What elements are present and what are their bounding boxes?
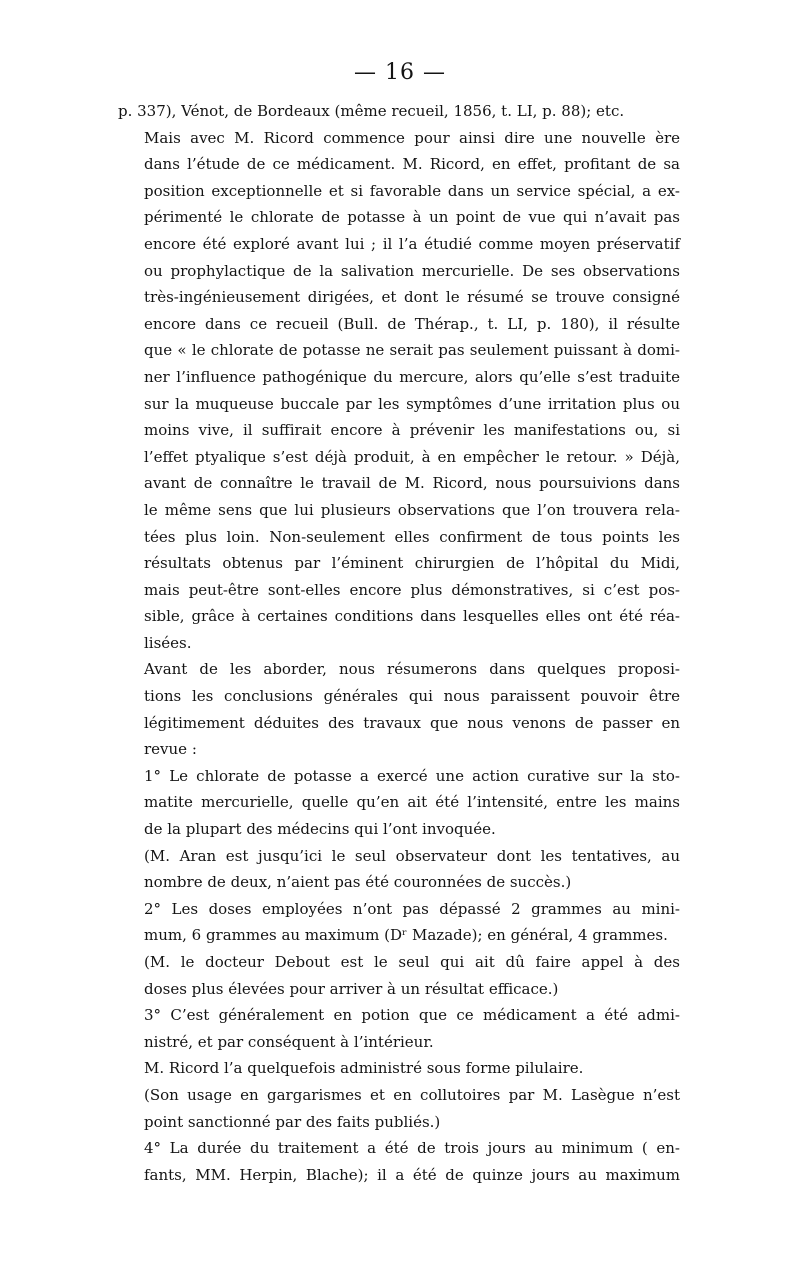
text-line: très-ingénieusement dirigées, et dont le résumé se trouve consigné bbox=[144, 288, 680, 307]
text-line: (Son usage en gargarismes et en collutoires par M. Lasègue n’est bbox=[144, 1085, 680, 1104]
text-line: revue : bbox=[144, 740, 197, 759]
paragraph bbox=[118, 125, 680, 657]
paragraph bbox=[118, 1082, 680, 1135]
text-line: 1° Le chlorate de potasse a exercé une action curative sur la sto- bbox=[144, 766, 680, 785]
text-line: lisées. bbox=[144, 633, 192, 652]
text-line: Avant de les aborder, nous résumerons dans quelques proposi- bbox=[144, 660, 680, 679]
text-line: de la plupart des médecins qui l’ont invoquée. bbox=[144, 820, 496, 839]
text-line: 4° La durée du traitement a été de trois jours au minimum ( en- bbox=[144, 1139, 680, 1158]
text-line: encore été exploré avant lui ; il l’a étudié comme moyen préservatif bbox=[144, 234, 680, 253]
text-line: avant de connaître le travail de M. Ricord, nous poursuivions dans bbox=[144, 474, 680, 493]
paragraph bbox=[118, 763, 680, 843]
text-line: moins vive, il suffirait encore à prévenir les manifestations ou, si bbox=[144, 421, 680, 440]
text-line: nistré, et par conséquent à l’intérieur. bbox=[144, 1032, 434, 1051]
text-line: fants, MM. Herpin, Blache); il a été de quinze jours au maximum bbox=[144, 1165, 680, 1184]
text-line: p. 337), Vénot, de Bordeaux (même recueil, 1856, t. LI, p. 88); etc. bbox=[118, 102, 625, 120]
paragraph bbox=[118, 896, 680, 949]
text-line: doses plus élevées pour arriver à un résultat efficace.) bbox=[144, 979, 559, 998]
text-line: mum, 6 grammes au maximum (Dʳ Mazade); en général, 4 grammes. bbox=[144, 926, 668, 945]
body-text bbox=[118, 98, 680, 1188]
text-line: M. Ricord l’a quelquefois administré sous forme pilulaire. bbox=[144, 1059, 584, 1078]
text-line: ner l’influence pathogénique du mercure, alors qu’elle s’est traduite bbox=[144, 367, 680, 386]
text-line: dans l’étude de ce médicament. M. Ricord, en effet, profitant de sa bbox=[144, 155, 680, 174]
text-line: sible, grâce à certaines conditions dans lesquelles elles ont été réa- bbox=[144, 607, 680, 626]
text-line: (M. Aran est jusqu’ici le seul observateur dont les tentatives, au bbox=[144, 846, 680, 865]
text-line: mais peut-être sont-elles encore plus démonstratives, si c’est pos- bbox=[144, 580, 680, 599]
text-line: périmenté le chlorate de potasse à un point de vue qui n’avait pas bbox=[144, 208, 680, 227]
page-number: — 16 — bbox=[354, 60, 446, 85]
text-line: que « le chlorate de potasse ne serait pas seulement puissant à domi- bbox=[144, 341, 680, 360]
paragraph bbox=[118, 949, 680, 1002]
text-line: matite mercurielle, quelle qu’en ait été l’intensité, entre les mains bbox=[144, 793, 680, 812]
text-line: nombre de deux, n’aient pas été couronnées de succès.) bbox=[144, 873, 572, 892]
text-line: ou prophylactique de la salivation mercurielle. De ses observations bbox=[144, 261, 680, 280]
paragraph bbox=[118, 656, 680, 762]
text-line: 3° C’est généralement en potion que ce médicament a été admi- bbox=[144, 1006, 680, 1025]
text-line: le même sens que lui plusieurs observations que l’on trouvera rela- bbox=[144, 500, 680, 519]
paragraph bbox=[118, 843, 680, 896]
paragraph bbox=[118, 1135, 680, 1188]
paragraph bbox=[118, 1055, 680, 1082]
text-line: sur la muqueuse buccale par les symptômes d’une irritation plus ou bbox=[144, 394, 680, 413]
text-line: point sanctionné par des faits publiés.) bbox=[144, 1112, 441, 1131]
text-line: l’effet ptyalique s’est déjà produit, à en empêcher le retour. » Déjà, bbox=[144, 447, 680, 466]
text-line: tions les conclusions générales qui nous paraissent pouvoir être bbox=[144, 687, 680, 706]
text-line: encore dans ce recueil (Bull. de Thérap., t. LI, p. 180), il résulte bbox=[144, 314, 680, 333]
text-line: légitimement déduites des travaux que nous venons de passer en bbox=[144, 713, 680, 732]
paragraph bbox=[118, 98, 680, 125]
text-line: 2° Les doses employées n’ont pas dépassé 2 grammes au mini- bbox=[144, 899, 680, 918]
text-line: Mais avec M. Ricord commence pour ainsi dire une nouvelle ère bbox=[144, 128, 680, 147]
text-line: position exceptionnelle et si favorable dans un service spécial, a ex- bbox=[144, 181, 680, 200]
text-line: résultats obtenus par l’éminent chirurgien de l’hôpital du Midi, bbox=[144, 554, 680, 573]
paragraph bbox=[118, 1002, 680, 1055]
text-line: tées plus loin. Non-seulement elles confirment de tous points les bbox=[144, 527, 680, 546]
text-line: (M. le docteur Debout est le seul qui ait dû faire appel à des bbox=[144, 953, 680, 971]
